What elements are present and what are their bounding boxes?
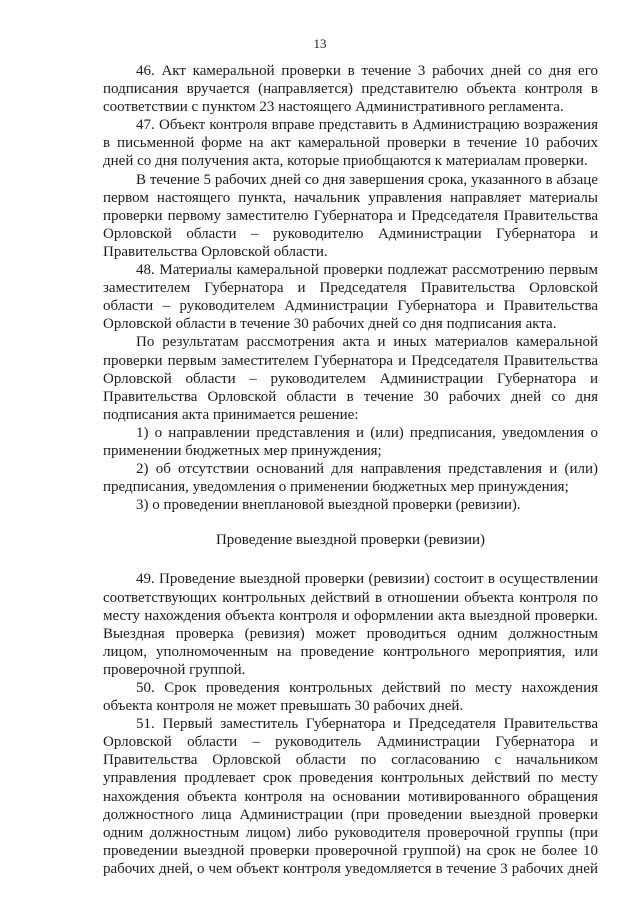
paragraph-48-part-2: По результатам рассмотрения акта и иных материалов камеральной проверки первым заместителем Губернатора и Председателя Правительства Орловской области – руководителем Администрации Губернатора и Правительства Орловской области в течение 30 рабочих дней со дня подписания акта принимается решение: xyxy=(103,334,598,423)
page-number: 13 xyxy=(313,36,327,51)
decision-item-2: 2) об отсутствии оснований для направления представления и (или) предписания, уведомления о применении бюджетных мер принуждения; xyxy=(103,461,598,496)
paragraph-47-part-2: В течение 5 рабочих дней со дня завершения срока, указанного в абзаце первом настоящего пункта, начальник управления направляет материалы проверки первому заместителю Губернатора и Председателя Правительства Орловской области – руководителю Администрации Губернатора и Правительства Орловской области. xyxy=(103,171,598,260)
paragraph-48: 48. Материалы камеральной проверки подлежат рассмотрению первым заместителем Губернатора и Председателя Правительства Орловской области – руководителем Администрации Губернатора и Правительства Орловской области в течение 30 рабочих дней со дня подписания акта. xyxy=(103,262,598,333)
paragraph-51: 51. Первый заместитель Губернатора и Председателя Правительства Орловской области – руководитель Администрации Губернатора и Правительства Орловской области по согласованию с начальником управления продлевает срок проведения контрольных действий по месту нахождения объекта контроля на основании мотивированного обращения должностного лица Администрации (при проведении выездной проверки одним должностным лицом) либо руководителя проверочной группы (при проведении выездной проверки проверочной группой) на срок не более 10 рабочих дней, о чем объект контроля уведомляется в течение 3 рабочих дней xyxy=(103,716,598,877)
paragraph-49: 49. Проведение выездной проверки (ревизии) состоит в осуществлении соответствующих контрольных действий в отношении объекта контроля по месту нахождения объекта контроля и оформлении акта выездной проверки. Выездная проверка (ревизия) может проводиться одним должностным лицом, уполномоченным на проведение контрольного мероприятия, или проверочной группой. xyxy=(103,571,598,678)
decision-item-3: 3) о проведении внеплановой выездной проверки (ревизии). xyxy=(136,497,521,514)
document-body xyxy=(103,62,598,878)
paragraph-46: 46. Акт камеральной проверки в течение 3 рабочих дней со дня его подписания вручается (направляется) представителю объекта контроля в соответствии с пунктом 23 настоящего Административного регламента. xyxy=(103,63,598,116)
paragraph-50: 50. Срок проведения контрольных действий по месту нахождения объекта контроля не может превышать 30 рабочих дней. xyxy=(103,680,598,715)
section-heading: Проведение выездной проверки (ревизии) xyxy=(215,532,486,549)
decision-item-1: 1) о направлении представления и (или) предписания, уведомления о применении бюджетных мер принуждения; xyxy=(103,424,598,459)
paragraph-47: 47. Объект контроля вправе представить в Администрацию возражения в письменной форме на акт камеральной проверки в течение 10 рабочих дней со дня получения акта, которые приобщаются к материалам проверки. xyxy=(103,117,598,170)
